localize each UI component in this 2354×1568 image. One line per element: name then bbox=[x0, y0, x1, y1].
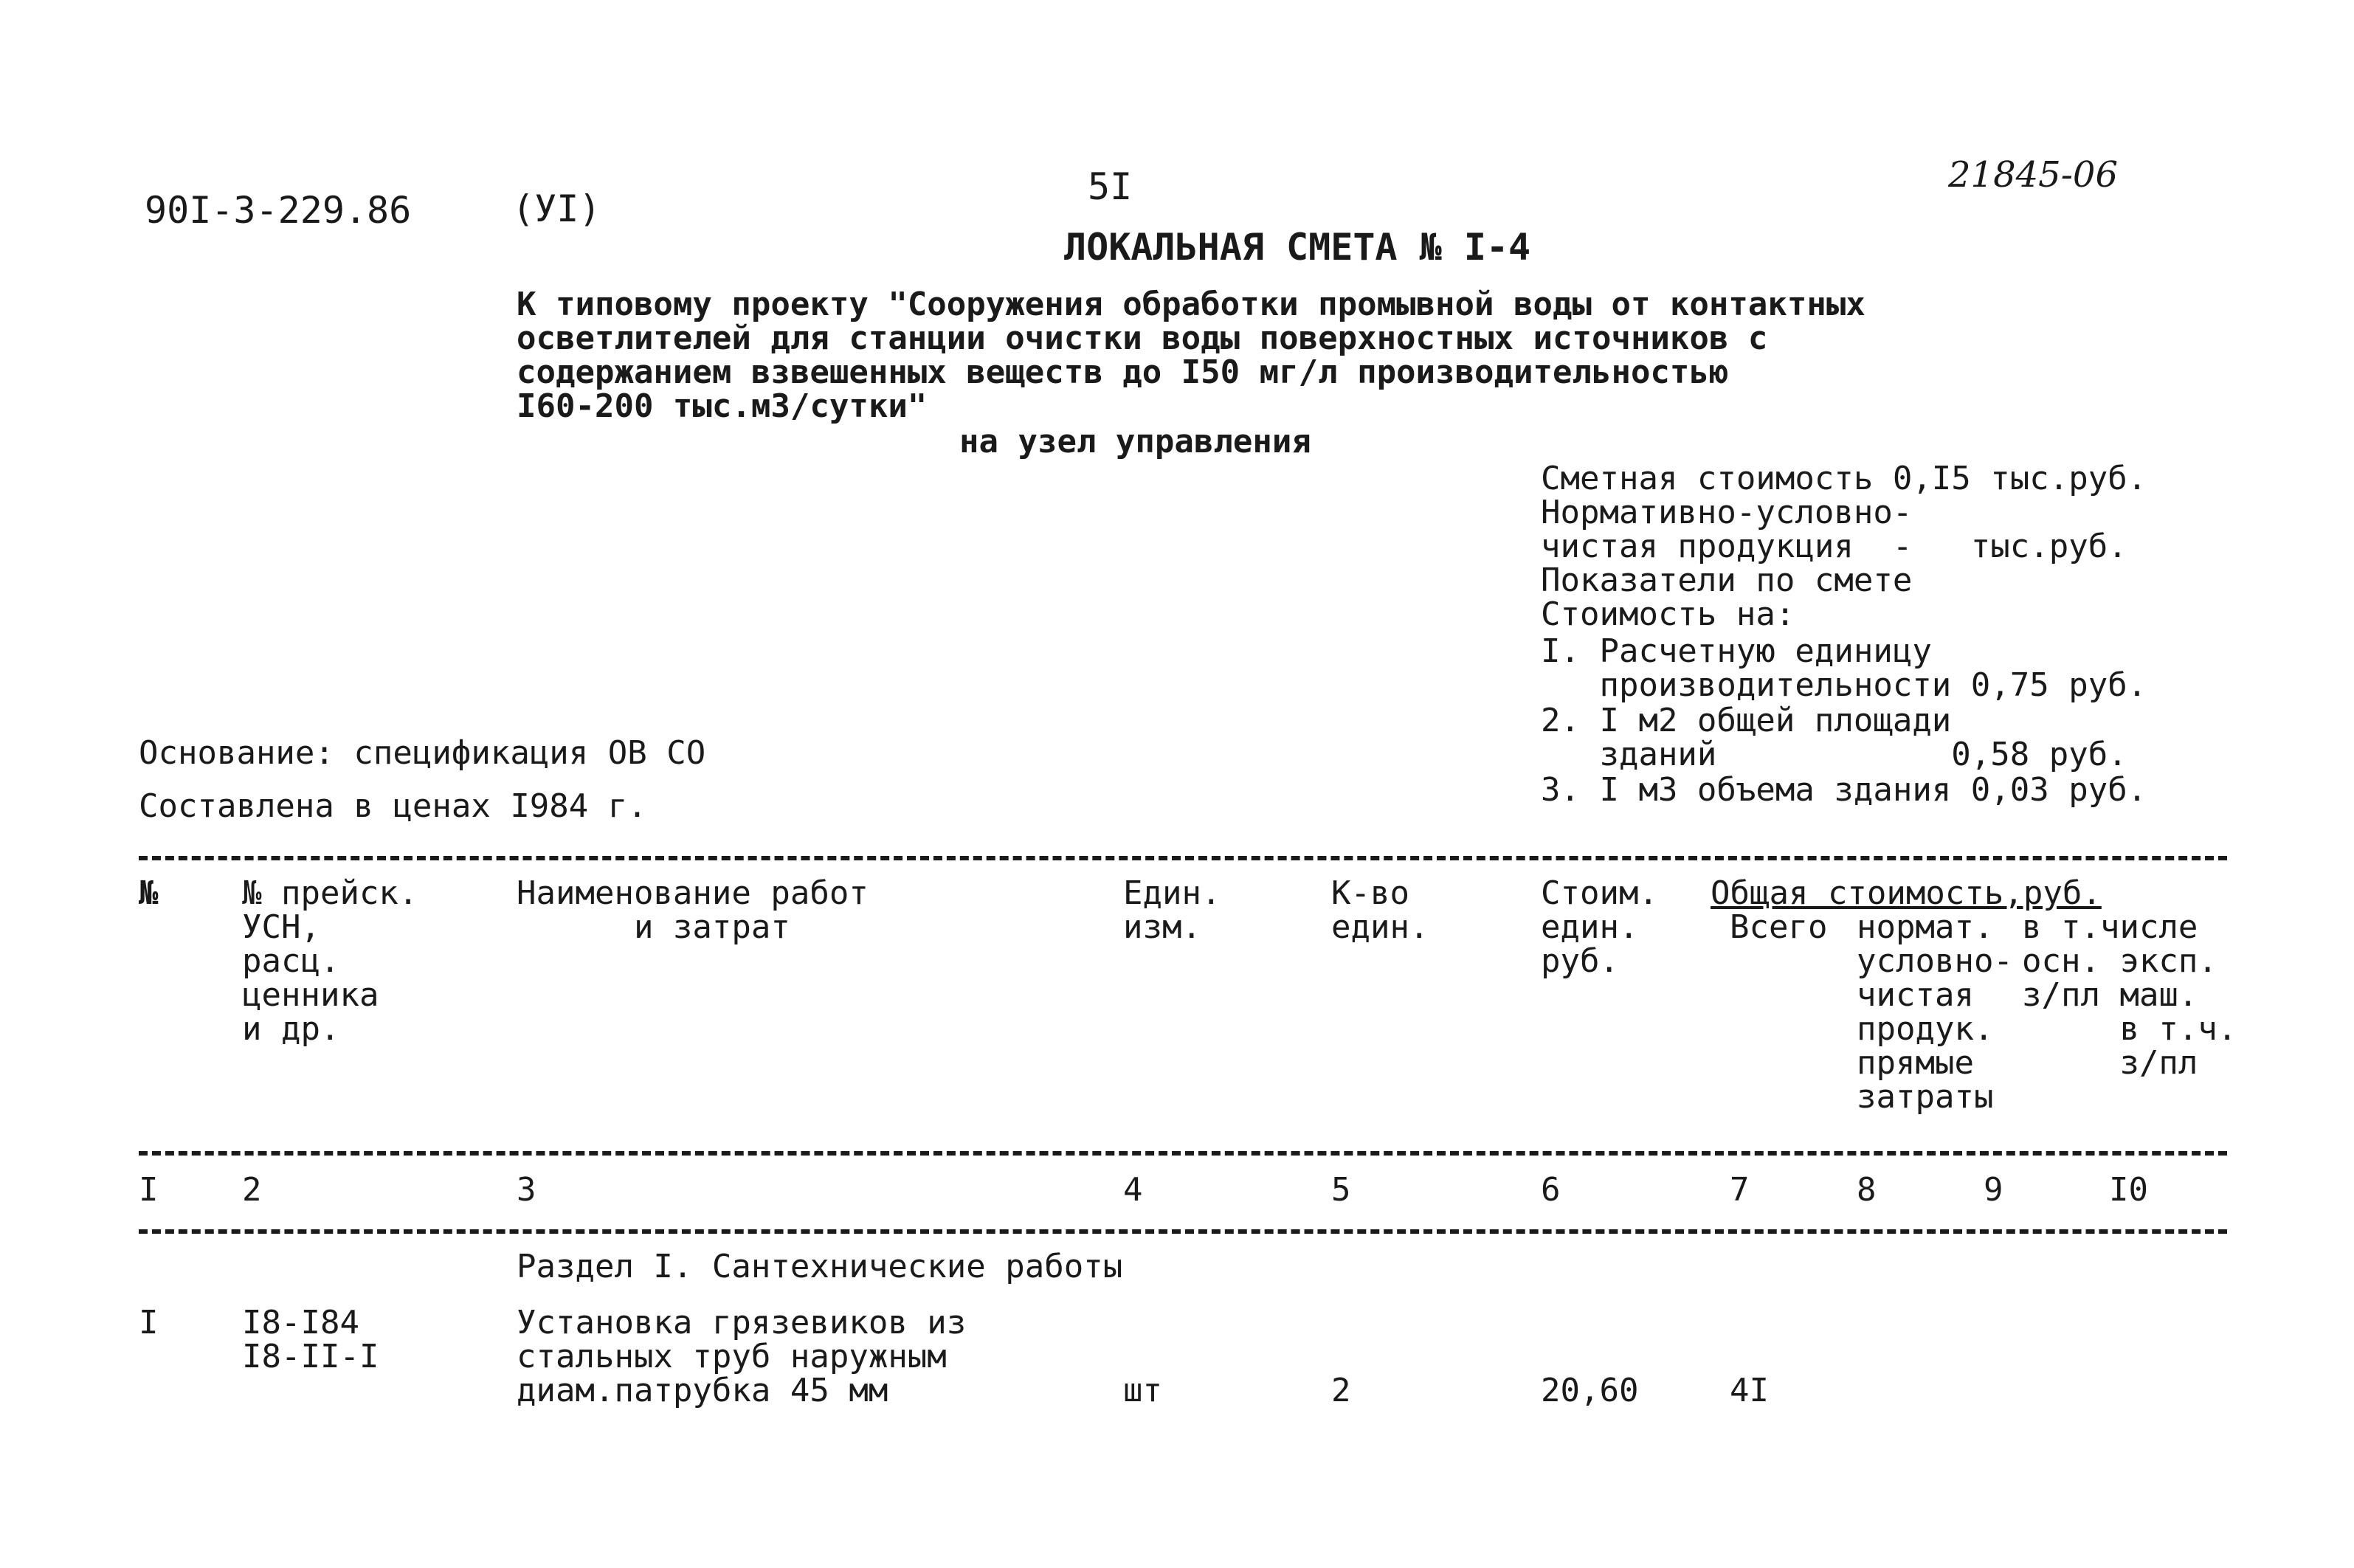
description-line-4: I60-200 тыс.м3/сутки" bbox=[517, 387, 928, 425]
description-line-2: осветлителей для станции очистки воды поверхностных источников с bbox=[517, 320, 1768, 357]
description-line-1: К типовому проекту "Сооружения обработки промывной воды от контактных bbox=[517, 286, 1865, 323]
estimate-object: на узел управления bbox=[959, 423, 1311, 460]
header-unit: Един. изм. bbox=[1123, 874, 1221, 946]
summary-line-6: I. Расчетную единицу bbox=[1541, 632, 1932, 670]
column-number: 3 bbox=[517, 1171, 536, 1209]
header-bottom-rule bbox=[139, 1151, 2227, 1156]
row-price-code: I8-I84 I8-II-I bbox=[242, 1304, 379, 1375]
summary-line-10: 3. I м3 объема здания 0,03 руб. bbox=[1541, 771, 2147, 809]
summary-line-7: производительности 0,75 руб. bbox=[1541, 666, 2147, 704]
row-unit: шт bbox=[1123, 1372, 1162, 1409]
summary-line-8: 2. I м2 общей площади bbox=[1541, 702, 1952, 739]
row-quantity: 2 bbox=[1331, 1372, 1351, 1409]
row-number: I bbox=[139, 1304, 159, 1341]
column-number: 4 bbox=[1123, 1171, 1143, 1209]
column-numbers-rule bbox=[139, 1229, 2227, 1234]
table-top-rule bbox=[139, 856, 2227, 860]
header-normative-net: нормат. условно- чистая продук. прямые затраты bbox=[1857, 908, 2013, 1116]
summary-line-4: Показатели по смете bbox=[1541, 562, 1913, 599]
summary-line-1: Сметная стоимость 0,I5 тыс.руб. bbox=[1541, 460, 2147, 497]
header-unit-cost: Стоим. един. руб. bbox=[1541, 874, 1658, 980]
section-title: Раздел I. Сантехнические работы bbox=[517, 1248, 1123, 1285]
project-code: 90I-3-229.86 bbox=[145, 189, 412, 232]
header-work-name: Наименование работ и затрат bbox=[517, 874, 869, 946]
column-number: 2 bbox=[242, 1171, 262, 1209]
column-number: I bbox=[139, 1171, 159, 1209]
summary-line-5: Стоимость на: bbox=[1541, 595, 1795, 633]
row-work-name: Установка грязевиков из стальных труб наружным диам.патрубка 45 мм bbox=[517, 1304, 967, 1409]
column-number: 5 bbox=[1331, 1171, 1351, 1209]
column-number: 6 bbox=[1541, 1171, 1561, 1209]
price-level-line: Составлена в ценах I984 г. bbox=[139, 787, 647, 825]
summary-line-9: зданий 0,58 руб. bbox=[1541, 736, 2127, 773]
summary-line-3: чистая продукция - тыс.руб. bbox=[1541, 528, 2127, 565]
description-line-3: содержанием взвешенных веществ до I50 мг/л производительностью bbox=[517, 353, 1729, 391]
header-price-code: № прейск. УСН, расц. ценника и др. bbox=[242, 874, 418, 1048]
row-total: 4I bbox=[1730, 1372, 1769, 1409]
page-number: 5I bbox=[1088, 165, 1133, 208]
page-title: ЛОКАЛЬНАЯ СМЕТА № I-4 bbox=[1064, 226, 1531, 269]
header-including: в т.числе осн. эксп. з/пл маш. в т.ч. з/пл bbox=[2022, 908, 2237, 1082]
header-quantity: К-во един. bbox=[1331, 874, 1429, 946]
header-total: Всего bbox=[1730, 908, 1828, 946]
row-unit-cost: 20,60 bbox=[1541, 1372, 1639, 1409]
column-number: 7 bbox=[1730, 1171, 1750, 1209]
header-number: № bbox=[139, 874, 159, 912]
handwritten-stamp: 21845-06 bbox=[1948, 154, 2118, 196]
column-number: 9 bbox=[1984, 1171, 2003, 1209]
basis-line: Основание: спецификация ОВ СО bbox=[139, 734, 706, 772]
album-number: (УI) bbox=[512, 187, 601, 230]
column-number: I0 bbox=[2109, 1171, 2148, 1209]
column-number: 8 bbox=[1857, 1171, 1877, 1209]
header-total-cost: Общая стоимость,руб. bbox=[1711, 874, 2102, 912]
summary-line-2: Нормативно-условно- bbox=[1541, 494, 1913, 531]
